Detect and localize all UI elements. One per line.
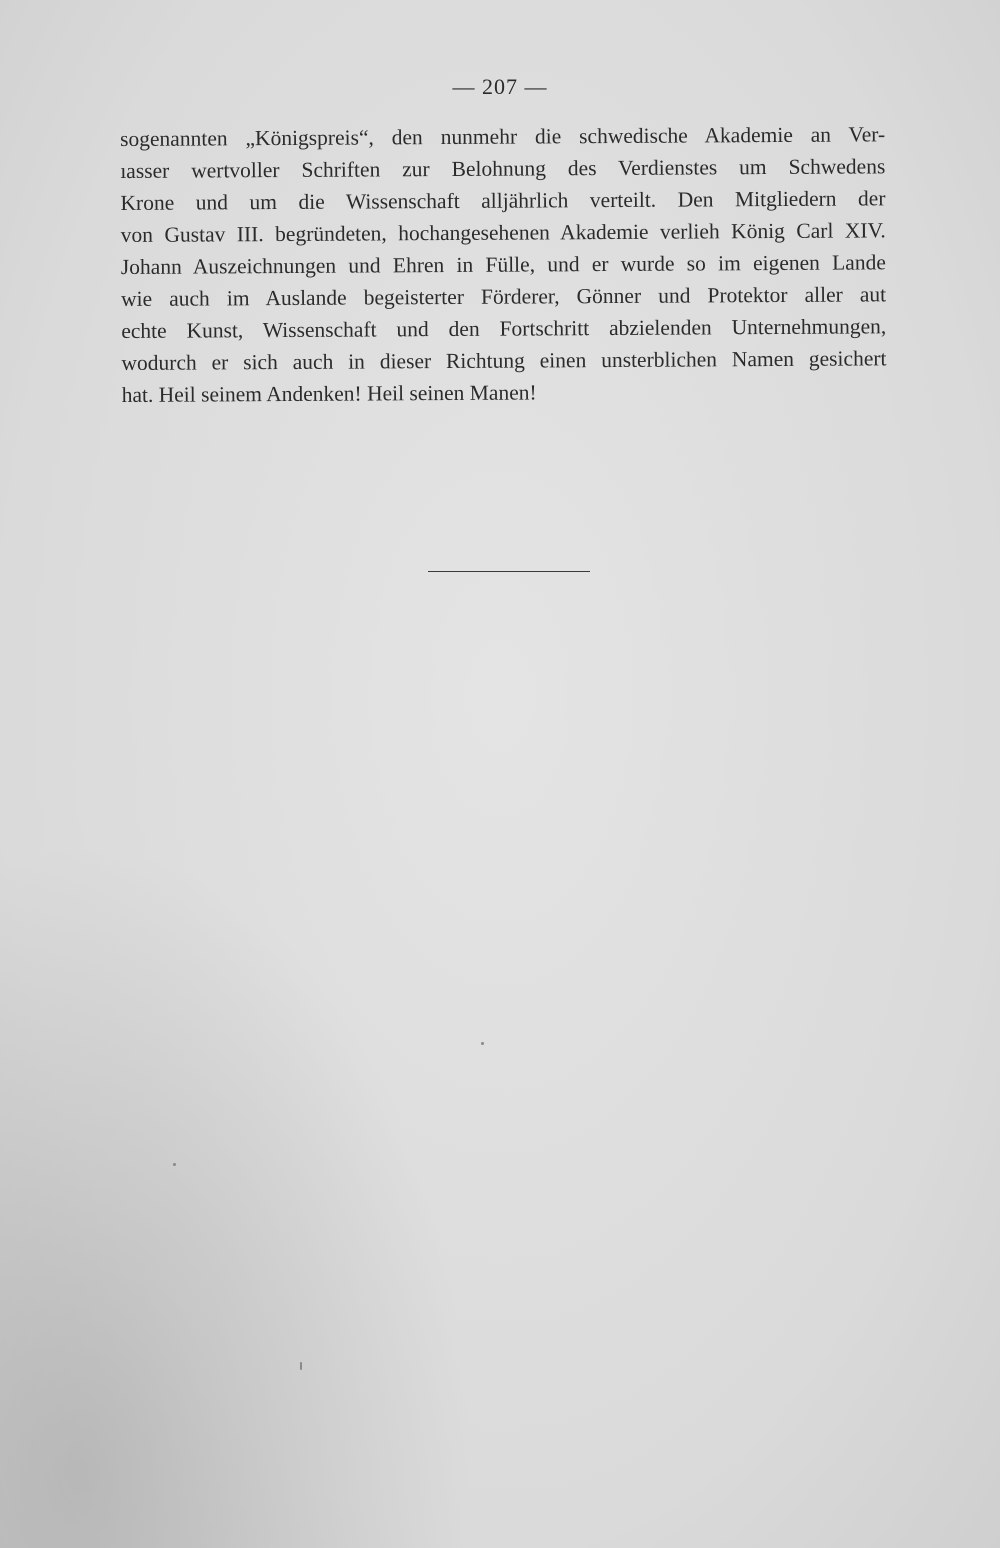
- text-line: hat. Heil seinem Andenken! Heil seinen Manen!: [121, 380, 537, 407]
- text-line: sogenannten „Königspreis“, den nunmehr die schwedische Akademie an Ver-: [120, 122, 886, 151]
- page-number: — 207 —: [452, 74, 548, 99]
- body-paragraph: [120, 118, 887, 411]
- text-line: echte Kunst, Wissenschaft und den Fortschritt abzielenden Unternehmungen,: [121, 314, 887, 343]
- section-end-rule: [428, 571, 590, 572]
- paper-speck: [173, 1163, 176, 1166]
- text-line: wie auch im Auslande begeisterter Förderer, Gönner und Protektor aller aut: [121, 282, 887, 311]
- text-line: von Gustav III. begründeten, hochangesehenen Akademie verlieh König Carl XIV.: [120, 218, 886, 247]
- text-line: Krone und um die Wissenschaft alljährlich verteilt. Den Mitgliedern der: [120, 186, 886, 215]
- paper-speck: [300, 1362, 302, 1370]
- text-line: ıasser wertvoller Schriften zur Belohnung des Verdienstes um Schwedens: [120, 154, 886, 183]
- text-line: Johann Auszeichnungen und Ehren in Fülle, und er wurde so im eigenen Lande: [120, 250, 886, 279]
- text-line: wodurch er sich auch in dieser Richtung einen unsterblichen Namen gesichert: [121, 346, 887, 375]
- paper-speck: [481, 1042, 484, 1045]
